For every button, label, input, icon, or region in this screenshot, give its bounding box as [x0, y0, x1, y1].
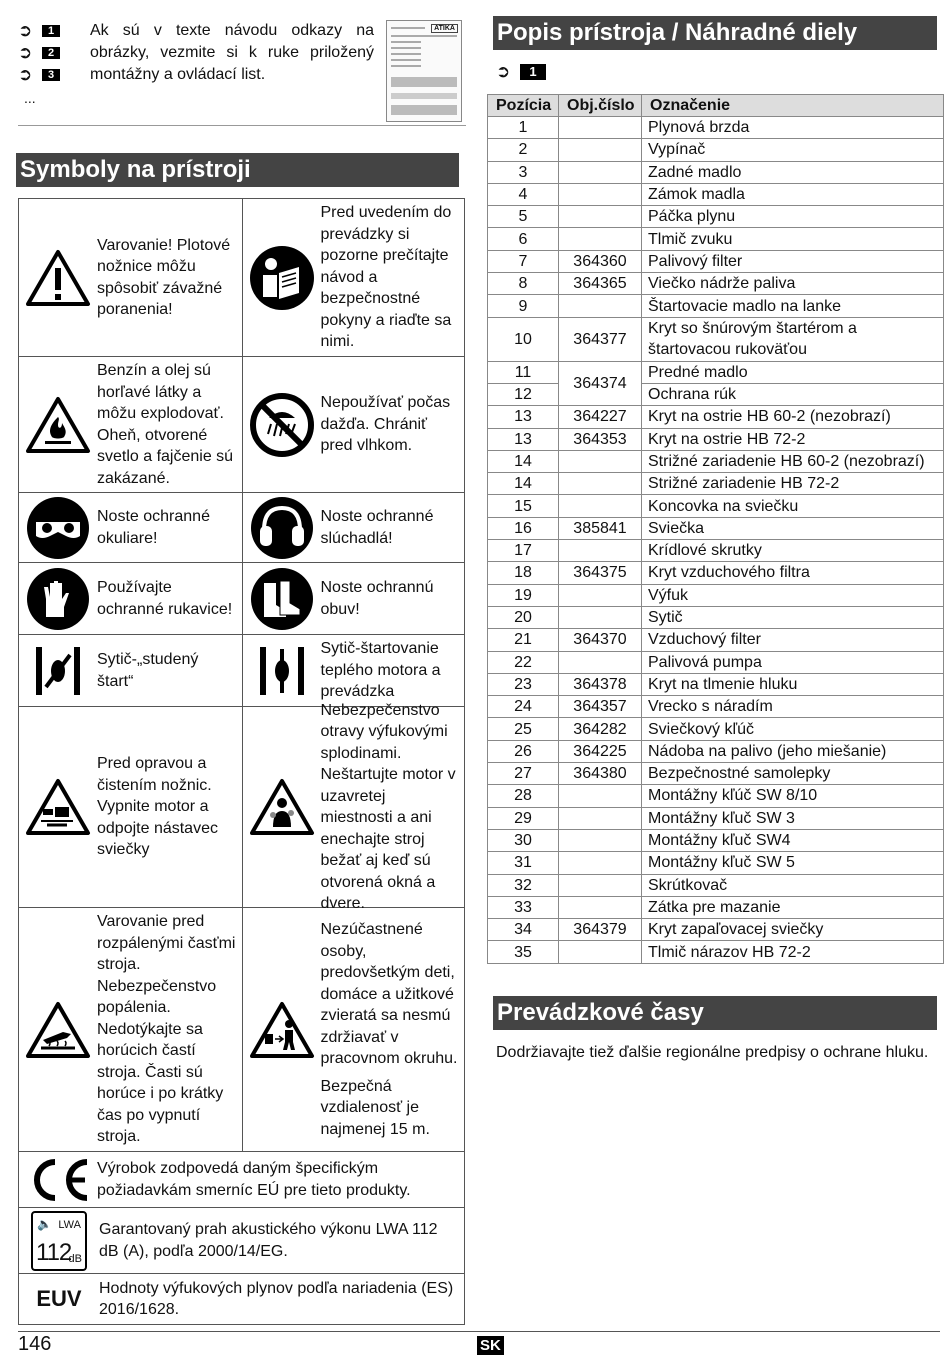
- table-row: [488, 651, 944, 673]
- cell-position: 9: [488, 295, 559, 317]
- table-row: [488, 273, 944, 295]
- table-row: [488, 517, 944, 539]
- cell-designation: Bezpečnostné samolepky: [642, 763, 944, 785]
- table-row: [488, 718, 944, 740]
- cell-designation: Plynová brzda: [642, 117, 944, 139]
- cell-position: 4: [488, 183, 559, 205]
- cell-order-number: 364365: [559, 273, 642, 295]
- hot-surface-icon: [19, 1000, 97, 1060]
- symbol-cell: [19, 707, 242, 907]
- cell-position: 30: [488, 829, 559, 851]
- symbol-cell: [19, 908, 242, 1151]
- cell-designation: Palivová pumpa: [642, 651, 944, 673]
- table-row: [488, 785, 944, 807]
- header-order-number: Obj.číslo: [559, 95, 642, 117]
- cell-order-number: [559, 785, 642, 807]
- table-row: [488, 317, 944, 361]
- ref-number: 1: [42, 25, 60, 37]
- cell-order-number: [559, 540, 642, 562]
- cell-order-number: [559, 651, 642, 673]
- table-row: [488, 874, 944, 896]
- cell-order-number: 364360: [559, 250, 642, 272]
- exhaust-fumes-icon: [243, 777, 321, 837]
- cell-designation: Kryt na tlmenie hluku: [642, 673, 944, 695]
- symbol-text: Sytič-„studený štart“: [97, 651, 199, 690]
- symbol-cell: [19, 635, 242, 706]
- arrow-icon: ➲: [18, 43, 33, 62]
- cell-order-number: 364375: [559, 562, 642, 584]
- cell-designation: Páčka plynu: [642, 206, 944, 228]
- table-row: [488, 919, 944, 941]
- symbol-row: [19, 493, 464, 563]
- cell-designation: Nádoba na palivo (jeho miešanie): [642, 740, 944, 762]
- symbols-table: [18, 198, 465, 1325]
- cell-order-number: [559, 450, 642, 472]
- cell-designation: Montážny kľuč SW4: [642, 829, 944, 851]
- cell-order-number: [559, 495, 642, 517]
- cell-designation: Štartovacie madlo na lanke: [642, 295, 944, 317]
- cell-designation: Výfuk: [642, 584, 944, 606]
- language-badge: SK: [477, 1336, 504, 1355]
- table-row: [488, 139, 944, 161]
- cell-order-number: 364370: [559, 629, 642, 651]
- cell-designation: Montážny kľúč SW 8/10: [642, 785, 944, 807]
- cell-designation: Tlmič zvuku: [642, 228, 944, 250]
- symbol-cell: [242, 563, 465, 634]
- cell-position: 26: [488, 740, 559, 762]
- table-row: [488, 161, 944, 183]
- cell-order-number: [559, 606, 642, 628]
- symbol-cell: [19, 357, 242, 492]
- cell-order-number: [559, 807, 642, 829]
- cell-position: 14: [488, 450, 559, 472]
- cell-designation: Montážny kľuč SW 5: [642, 852, 944, 874]
- symbol-row: [19, 563, 464, 635]
- cell-position: 6: [488, 228, 559, 250]
- arrow-icon: ➲: [496, 62, 511, 81]
- boots-icon: [243, 567, 321, 631]
- cell-designation: Kryt so šnúrovým štartérom a štartovacou rukoväťou: [642, 317, 944, 361]
- table-row: [488, 673, 944, 695]
- choke-warm-icon: [243, 643, 321, 699]
- table-row: [488, 941, 944, 963]
- cell-order-number: 364353: [559, 428, 642, 450]
- arrow-icon: ➲: [18, 21, 33, 40]
- warning-triangle-icon: [19, 248, 97, 308]
- symbol-row: [19, 199, 464, 357]
- table-row: [488, 896, 944, 918]
- cell-order-number: [559, 829, 642, 851]
- symbol-text: Nebezpečenstvo otravy výfukovými splodinami. Neštartujte motor v uzavretej miestnosti a ani enechajte stroj bežať aj keď sú otvorená okná a dvere.: [320, 701, 456, 912]
- instruction-sheet-thumbnail: [386, 20, 462, 122]
- ce-mark-icon: [19, 1156, 97, 1204]
- table-row: [488, 829, 944, 851]
- lwa-unit: dB: [68, 1252, 82, 1265]
- table-row: [488, 740, 944, 762]
- cell-designation: Predné madlo: [642, 361, 944, 383]
- symbol-text: Používajte ochranné rukavice!: [97, 579, 233, 618]
- cell-designation: Sviečka: [642, 517, 944, 539]
- cell-order-number: 364282: [559, 718, 642, 740]
- symbol-text: Hodnoty výfukových plynov podľa nariadenia (ES) 2016/1628.: [99, 1279, 454, 1318]
- arrow-icon: ➲: [18, 65, 33, 84]
- symbol-cell: [242, 493, 465, 562]
- cell-position: 1: [488, 117, 559, 139]
- cell-position: 10: [488, 317, 559, 361]
- cell-order-number: 364379: [559, 919, 642, 941]
- symbol-text: Noste ochrannú obuv!: [320, 579, 434, 618]
- cell-designation: Koncovka na sviečku: [642, 495, 944, 517]
- cell-order-number: 385841: [559, 517, 642, 539]
- table-row: [488, 450, 944, 472]
- cell-designation: Krídlové skrutky: [642, 540, 944, 562]
- gloves-icon: [19, 567, 97, 631]
- symbol-row: [19, 701, 464, 912]
- sheet-logo: ATIKA: [431, 24, 458, 33]
- euv-label: EUV: [36, 1286, 82, 1311]
- table-row: [488, 295, 944, 317]
- no-rain-icon: [243, 392, 321, 458]
- table-row: [488, 562, 944, 584]
- cell-order-number: 364225: [559, 740, 642, 762]
- cell-order-number: [559, 896, 642, 918]
- ear-protection-icon: [243, 496, 321, 560]
- symbol-cell: [19, 563, 242, 634]
- header-designation: Označenie: [642, 95, 944, 117]
- read-manual-icon: [243, 245, 321, 311]
- cell-position: 31: [488, 852, 559, 874]
- symbol-cell: [242, 701, 465, 912]
- cell-position: 12: [488, 383, 559, 405]
- cell-position: 35: [488, 941, 559, 963]
- symbol-row-ce: [19, 1152, 464, 1208]
- cell-designation: Skrútkovač: [642, 874, 944, 896]
- cell-designation: Zadné madlo: [642, 161, 944, 183]
- cell-position: 29: [488, 807, 559, 829]
- cell-position: 15: [488, 495, 559, 517]
- parts-header-row: [488, 95, 944, 117]
- symbol-row: [19, 635, 464, 707]
- cell-position: 25: [488, 718, 559, 740]
- symbols-title: Symboly na prístroji: [16, 153, 459, 187]
- table-row: [488, 852, 944, 874]
- symbol-cell: [19, 1152, 464, 1207]
- cell-designation: Vypínač: [642, 139, 944, 161]
- table-row: [488, 183, 944, 205]
- flammable-icon: [19, 395, 97, 455]
- lwa-value: 112: [36, 1238, 72, 1266]
- speaker-icon: 🔈: [37, 1216, 52, 1231]
- table-row: [488, 540, 944, 562]
- ref-number: 3: [42, 69, 60, 81]
- cell-position: 19: [488, 584, 559, 606]
- symbol-text: Pred opravou a čistením nožnic. Vypnite motor a odpojte nástavec sviečky: [97, 755, 218, 859]
- symbol-row: [19, 908, 464, 1152]
- cell-position: 27: [488, 763, 559, 785]
- cell-position: 24: [488, 696, 559, 718]
- cell-order-number: [559, 228, 642, 250]
- table-row: [488, 629, 944, 651]
- ref-number: 1: [520, 64, 546, 80]
- cell-order-number: 364377: [559, 317, 642, 361]
- cell-designation: Zámok madla: [642, 183, 944, 205]
- table-row: [488, 428, 944, 450]
- cell-order-number: [559, 941, 642, 963]
- table-row: [488, 361, 944, 383]
- cell-order-number: [559, 473, 642, 495]
- symbol-text: [321, 919, 465, 1140]
- cell-order-number: [559, 584, 642, 606]
- cell-designation: Sviečkový kľúč: [642, 718, 944, 740]
- cell-designation: Palivový filter: [642, 250, 944, 272]
- cell-designation: Kryt na ostrie HB 60-2 (nezobrazí): [642, 406, 944, 428]
- table-row: [488, 606, 944, 628]
- cell-order-number: [559, 183, 642, 205]
- page-number: 146: [18, 1333, 52, 1355]
- symbol-row: [19, 357, 464, 493]
- symbol-cell: [242, 908, 465, 1151]
- cell-designation: Montážny kľuč SW 3: [642, 807, 944, 829]
- table-row: [488, 206, 944, 228]
- cell-order-number: [559, 874, 642, 896]
- cell-designation: Viečko nádrže paliva: [642, 273, 944, 295]
- cell-designation: Kryt na ostrie HB 72-2: [642, 428, 944, 450]
- cell-designation: Tlmič nárazov HB 72-2: [642, 941, 944, 963]
- symbol-text: Pred uvedením do prevádzky si pozorne prečítajte návod a bezpečnostné pokyny a riaďte sa nimi.: [320, 204, 452, 351]
- cell-order-number: [559, 161, 642, 183]
- parts-title: Popis prístroja / Náhradné diely: [493, 16, 937, 50]
- cell-order-number: [559, 117, 642, 139]
- cell-position: 8: [488, 273, 559, 295]
- cell-position: 32: [488, 874, 559, 896]
- table-row: [488, 228, 944, 250]
- symbol-text: Výrobok zodpovedá daným špecifickým požiadavkám smerníc EÚ pre tieto produkty.: [97, 1160, 411, 1199]
- cell-position: 17: [488, 540, 559, 562]
- symbol-text: Garantovaný prah akustického výkonu LWA 112 dB (A), podľa 2000/14/EG.: [99, 1221, 438, 1260]
- cell-designation: Vrecko s náradím: [642, 696, 944, 718]
- cell-position: 14: [488, 473, 559, 495]
- table-row: [488, 406, 944, 428]
- symbol-row-lwa: [19, 1208, 464, 1274]
- cell-order-number: [559, 295, 642, 317]
- cell-position: 16: [488, 517, 559, 539]
- cell-designation: Ochrana rúk: [642, 383, 944, 405]
- cell-order-number: [559, 206, 642, 228]
- cell-order-number: [559, 139, 642, 161]
- table-row: [488, 584, 944, 606]
- operating-text: Dodržiavajte tiež ďalšie regionálne predpisy o ochrane hluku.: [496, 1044, 929, 1061]
- symbol-text: Noste ochranné okuliare!: [97, 508, 210, 547]
- table-row: [488, 250, 944, 272]
- cell-position: 13: [488, 406, 559, 428]
- cell-position: 7: [488, 250, 559, 272]
- cell-order-number: 364380: [559, 763, 642, 785]
- symbol-text: Nepoužívať počas dažďa. Chrániť pred vlhkom.: [320, 394, 451, 455]
- ref-text: Ak sú v texte návodu odkazy na obrázky, vezmite si k ruke priložený montážny a ovládací list.: [90, 22, 374, 83]
- cell-position: 33: [488, 896, 559, 918]
- symbol-text: Varovanie pred rozpálenými časťmi stroja. Nebezpečenstvo popálenia. Nedotýkajte sa horúcich častí stroja. Časti sú horúce i po krátky čas po vypnutí stroja.: [97, 913, 236, 1146]
- cell-order-number: 364357: [559, 696, 642, 718]
- cell-position: 28: [488, 785, 559, 807]
- cell-position: 23: [488, 673, 559, 695]
- ref-dots: ...: [24, 90, 36, 106]
- parts-ref: [496, 62, 546, 82]
- cell-position: 11: [488, 361, 559, 383]
- symbol-text-distance: Bezpečná vzdialenosť je najmenej 15 m.: [320, 1077, 430, 1138]
- cell-position: 13: [488, 428, 559, 450]
- cell-position: 3: [488, 161, 559, 183]
- cell-position: 34: [488, 919, 559, 941]
- bystanders-icon: [243, 1000, 321, 1060]
- cell-designation: Strižné zariadenie HB 60-2 (nezobrazí): [642, 450, 944, 472]
- symbol-text: Varovanie! Plotové nožnice môžu spôsobiť závažné poranenia!: [97, 236, 231, 318]
- symbol-row-euv: [19, 1274, 464, 1324]
- operating-title: Prevádzkové časy: [493, 996, 937, 1030]
- symbol-cell: [242, 357, 465, 492]
- ref-number: 2: [42, 47, 60, 59]
- cell-order-number: 364378: [559, 673, 642, 695]
- cell-designation: Strižné zariadenie HB 72-2: [642, 473, 944, 495]
- cell-position: 22: [488, 651, 559, 673]
- table-row: [488, 807, 944, 829]
- symbol-text: Sytič-štartovanie teplého motora a prevádzka: [320, 640, 441, 701]
- symbol-text: Noste ochranné slúchadlá!: [320, 508, 434, 547]
- table-row: [488, 117, 944, 139]
- symbol-text-main: Nezúčastnené osoby, predovšetkým deti, domáce a užitkové zvieratá sa nesmú zdržiavať v pracovnom okruhu.: [320, 921, 458, 1067]
- cell-order-number: 364374: [559, 361, 642, 406]
- table-row: [488, 763, 944, 785]
- symbol-text: Benzín a olej sú horľavé látky a môžu explodovať. Oheň, otvorené svetlo a fajčenie sú zakázané.: [97, 362, 234, 487]
- parts-body: [488, 117, 944, 964]
- symbol-cell: [242, 199, 465, 356]
- symbol-cell: [19, 199, 242, 356]
- symbol-cell: [19, 493, 242, 562]
- lwa-noise-label-icon: [19, 1211, 99, 1271]
- table-row: [488, 473, 944, 495]
- header-position: Pozícia: [488, 95, 559, 117]
- cell-designation: Zátka pre mazanie: [642, 896, 944, 918]
- cell-position: 21: [488, 629, 559, 651]
- cell-designation: Kryt vzduchového filtra: [642, 562, 944, 584]
- cell-designation: Vzduchový filter: [642, 629, 944, 651]
- choke-cold-icon: [19, 643, 97, 699]
- table-row: [488, 696, 944, 718]
- lwa-label: LWA: [58, 1218, 81, 1231]
- cell-order-number: 364227: [559, 406, 642, 428]
- cell-position: 18: [488, 562, 559, 584]
- cell-order-number: [559, 852, 642, 874]
- cell-designation: Sytič: [642, 606, 944, 628]
- spark-plug-warning-icon: [19, 777, 97, 837]
- goggles-icon: [19, 496, 97, 560]
- symbol-cell: [242, 635, 465, 706]
- footer-divider: [18, 1331, 940, 1332]
- cell-designation: Kryt zapaľovacej sviečky: [642, 919, 944, 941]
- cell-position: 20: [488, 606, 559, 628]
- symbol-cell: [19, 1274, 464, 1324]
- parts-table: [487, 94, 944, 964]
- table-row: [488, 383, 944, 405]
- cell-position: 5: [488, 206, 559, 228]
- table-row: [488, 495, 944, 517]
- symbol-cell: [19, 1208, 464, 1273]
- cell-position: 2: [488, 139, 559, 161]
